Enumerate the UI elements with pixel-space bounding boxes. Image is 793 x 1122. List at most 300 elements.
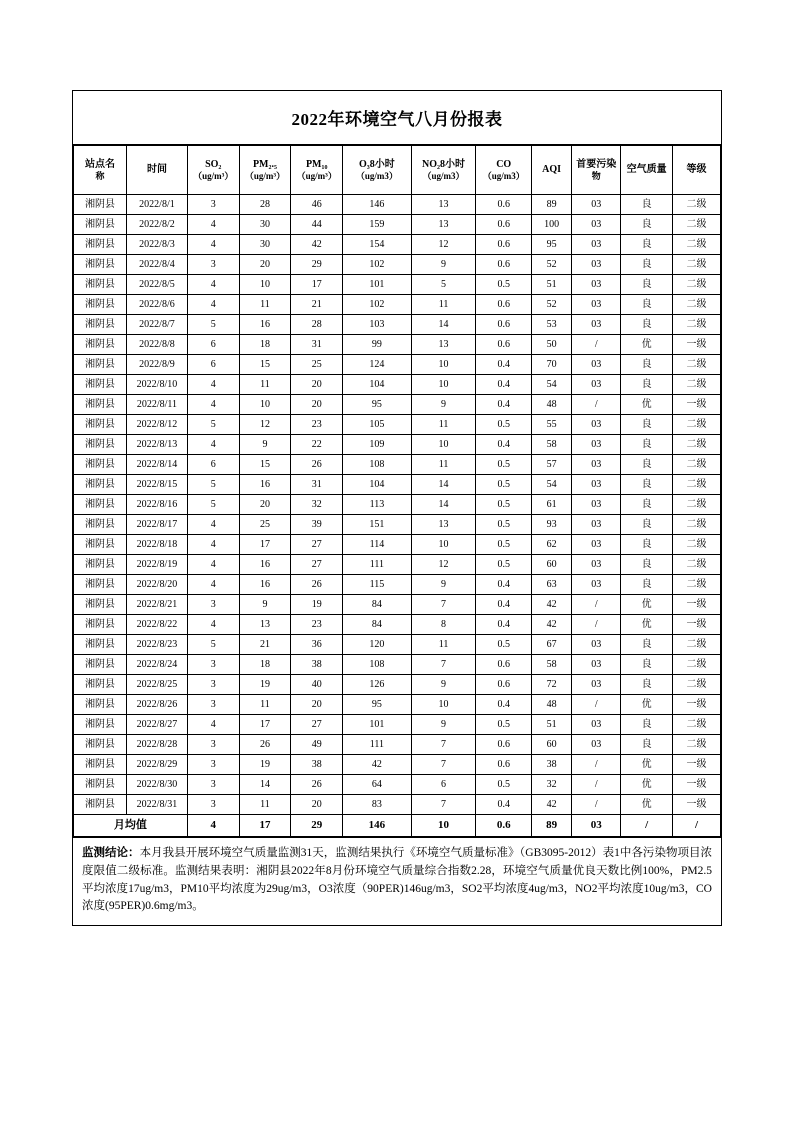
cell-o3: 84 (343, 595, 412, 615)
cell-co: 0.6 (476, 315, 532, 335)
cell-aqi: 42 (532, 595, 572, 615)
cell-no2: 12 (411, 235, 476, 255)
cell-o3: 103 (343, 315, 412, 335)
cell-no2: 10 (411, 355, 476, 375)
column-header-o3-main: O₃8小时 (359, 159, 395, 171)
cell-pm10: 20 (291, 795, 343, 815)
cell-air-quality: 良 (621, 675, 673, 695)
cell-co: 0.5 (476, 475, 532, 495)
cell-date: 2022/8/1 (127, 195, 188, 215)
cell-level: 一级 (673, 395, 721, 415)
cell-date: 2022/8/20 (127, 575, 188, 595)
cell-no2: 8 (411, 615, 476, 635)
cell-main-pollutant: 03 (572, 655, 621, 675)
cell-level: 二级 (673, 195, 721, 215)
cell-no2: 12 (411, 555, 476, 575)
column-header-date (127, 146, 188, 195)
cell-co: 0.4 (476, 355, 532, 375)
cell-so2: 3 (187, 595, 239, 615)
cell-date: 2022/8/29 (127, 755, 188, 775)
cell-level: 二级 (673, 515, 721, 535)
cell-no2: 9 (411, 395, 476, 415)
cell-date: 2022/8/3 (127, 235, 188, 255)
cell-aqi: 67 (532, 635, 572, 655)
column-header-site-sub: 称 (95, 170, 105, 181)
cell-level: 一级 (673, 775, 721, 795)
cell-main-pollutant: 03 (572, 415, 621, 435)
cell-main-pollutant: 03 (572, 255, 621, 275)
cell-o3: 154 (343, 235, 412, 255)
cell-pm10: 23 (291, 615, 343, 635)
cell-air-quality: 良 (621, 355, 673, 375)
cell-main-pollutant: 03 (572, 475, 621, 495)
column-header-site (74, 146, 127, 195)
cell-site: 湘阴县 (74, 615, 127, 635)
cell-pm10: 28 (291, 315, 343, 335)
cell-so2: 4 (187, 235, 239, 255)
cell-no2: 11 (411, 455, 476, 475)
table-row (74, 775, 721, 795)
cell-co: 0.5 (476, 455, 532, 475)
cell-o3: 105 (343, 415, 412, 435)
cell-date: 2022/8/16 (127, 495, 188, 515)
cell-site: 湘阴县 (74, 595, 127, 615)
cell-aqi: 55 (532, 415, 572, 435)
cell-o3: 95 (343, 695, 412, 715)
table-row (74, 275, 721, 295)
cell-date: 2022/8/27 (127, 715, 188, 735)
cell-pm10: 40 (291, 675, 343, 695)
table-row (74, 375, 721, 395)
cell-air-quality: 良 (621, 315, 673, 335)
table-row (74, 415, 721, 435)
cell-no2: 7 (411, 595, 476, 615)
cell-main-pollutant: / (572, 595, 621, 615)
cell-aqi: 51 (532, 275, 572, 295)
cell-average-air-quality: / (621, 815, 673, 837)
cell-aqi: 51 (532, 715, 572, 735)
cell-so2: 3 (187, 255, 239, 275)
cell-pm25: 10 (239, 395, 291, 415)
cell-site: 湘阴县 (74, 515, 127, 535)
cell-air-quality: 良 (621, 735, 673, 755)
cell-main-pollutant: 03 (572, 495, 621, 515)
cell-site: 湘阴县 (74, 675, 127, 695)
column-header-site-main: 站点名 (85, 159, 116, 171)
cell-average-main-pollutant: 03 (572, 815, 621, 837)
cell-so2: 4 (187, 435, 239, 455)
cell-air-quality: 良 (621, 255, 673, 275)
cell-date: 2022/8/23 (127, 635, 188, 655)
cell-so2: 3 (187, 695, 239, 715)
cell-site: 湘阴县 (74, 355, 127, 375)
cell-main-pollutant: 03 (572, 295, 621, 315)
cell-air-quality: 良 (621, 555, 673, 575)
column-header-so2 (187, 146, 239, 195)
cell-average-no2: 10 (411, 815, 476, 837)
cell-aqi: 52 (532, 295, 572, 315)
column-header-pm10-sub: （ug/m³） (296, 170, 337, 181)
cell-o3: 111 (343, 555, 412, 575)
cell-main-pollutant: 03 (572, 715, 621, 735)
cell-so2: 3 (187, 775, 239, 795)
cell-co: 0.5 (476, 495, 532, 515)
cell-aqi: 53 (532, 315, 572, 335)
cell-air-quality: 良 (621, 515, 673, 535)
cell-so2: 4 (187, 715, 239, 735)
column-header-no2-sub: （ug/m3） (422, 170, 465, 181)
table-row (74, 195, 721, 215)
cell-pm10: 22 (291, 435, 343, 455)
cell-no2: 9 (411, 255, 476, 275)
cell-date: 2022/8/24 (127, 655, 188, 675)
cell-site: 湘阴县 (74, 735, 127, 755)
cell-so2: 6 (187, 335, 239, 355)
table-row (74, 335, 721, 355)
cell-site: 湘阴县 (74, 275, 127, 295)
cell-no2: 11 (411, 635, 476, 655)
report-page (72, 90, 722, 926)
table-row (74, 475, 721, 495)
cell-date: 2022/8/21 (127, 595, 188, 615)
cell-pm25: 18 (239, 335, 291, 355)
cell-main-pollutant: 03 (572, 515, 621, 535)
cell-no2: 11 (411, 295, 476, 315)
cell-air-quality: 优 (621, 595, 673, 615)
cell-co: 0.6 (476, 735, 532, 755)
cell-so2: 3 (187, 795, 239, 815)
cell-date: 2022/8/2 (127, 215, 188, 235)
cell-so2: 4 (187, 555, 239, 575)
column-header-date-main: 时间 (146, 164, 167, 176)
cell-pm10: 39 (291, 515, 343, 535)
cell-air-quality: 优 (621, 335, 673, 355)
cell-co: 0.5 (476, 635, 532, 655)
cell-air-quality: 良 (621, 575, 673, 595)
column-header-pm10 (291, 146, 343, 195)
cell-aqi: 50 (532, 335, 572, 355)
cell-date: 2022/8/18 (127, 535, 188, 555)
cell-site: 湘阴县 (74, 575, 127, 595)
cell-pm25: 20 (239, 495, 291, 515)
cell-average-o3: 146 (343, 815, 412, 837)
conclusion-block (72, 837, 722, 926)
cell-co: 0.5 (476, 415, 532, 435)
cell-air-quality: 良 (621, 275, 673, 295)
cell-pm25: 10 (239, 275, 291, 295)
cell-date: 2022/8/28 (127, 735, 188, 755)
cell-so2: 3 (187, 655, 239, 675)
cell-date: 2022/8/30 (127, 775, 188, 795)
cell-main-pollutant: / (572, 775, 621, 795)
cell-co: 0.6 (476, 255, 532, 275)
cell-level: 一级 (673, 595, 721, 615)
cell-level: 二级 (673, 635, 721, 655)
cell-o3: 101 (343, 715, 412, 735)
cell-main-pollutant: 03 (572, 275, 621, 295)
cell-co: 0.4 (476, 595, 532, 615)
cell-date: 2022/8/13 (127, 435, 188, 455)
cell-average-so2: 4 (187, 815, 239, 837)
cell-o3: 109 (343, 435, 412, 455)
cell-so2: 4 (187, 575, 239, 595)
air-quality-table (73, 145, 721, 837)
cell-level: 一级 (673, 795, 721, 815)
cell-site: 湘阴县 (74, 695, 127, 715)
cell-aqi: 60 (532, 555, 572, 575)
cell-pm25: 11 (239, 695, 291, 715)
cell-air-quality: 良 (621, 415, 673, 435)
cell-main-pollutant: 03 (572, 315, 621, 335)
table-header (74, 146, 721, 195)
cell-o3: 124 (343, 355, 412, 375)
cell-so2: 5 (187, 475, 239, 495)
cell-o3: 104 (343, 375, 412, 395)
cell-so2: 4 (187, 375, 239, 395)
cell-no2: 7 (411, 755, 476, 775)
table-row (74, 595, 721, 615)
cell-pm25: 28 (239, 195, 291, 215)
column-header-main-pollutant (572, 146, 621, 195)
cell-site: 湘阴县 (74, 555, 127, 575)
cell-co: 0.6 (476, 335, 532, 355)
table-row (74, 395, 721, 415)
cell-pm25: 30 (239, 235, 291, 255)
cell-level: 二级 (673, 735, 721, 755)
table-row (74, 315, 721, 335)
cell-so2: 5 (187, 415, 239, 435)
cell-pm10: 20 (291, 695, 343, 715)
cell-site: 湘阴县 (74, 775, 127, 795)
cell-o3: 104 (343, 475, 412, 495)
cell-no2: 11 (411, 415, 476, 435)
cell-pm10: 20 (291, 375, 343, 395)
table-row (74, 675, 721, 695)
cell-pm25: 15 (239, 455, 291, 475)
cell-co: 0.6 (476, 235, 532, 255)
table-row (74, 575, 721, 595)
cell-air-quality: 良 (621, 495, 673, 515)
cell-co: 0.4 (476, 575, 532, 595)
cell-pm10: 25 (291, 355, 343, 375)
cell-main-pollutant: / (572, 795, 621, 815)
cell-so2: 6 (187, 455, 239, 475)
cell-so2: 4 (187, 395, 239, 415)
cell-co: 0.5 (476, 535, 532, 555)
cell-site: 湘阴县 (74, 795, 127, 815)
table-row (74, 495, 721, 515)
cell-average-co: 0.6 (476, 815, 532, 837)
cell-site: 湘阴县 (74, 215, 127, 235)
cell-co: 0.4 (476, 695, 532, 715)
cell-no2: 7 (411, 735, 476, 755)
report-frame (72, 90, 722, 837)
cell-no2: 10 (411, 375, 476, 395)
cell-pm10: 44 (291, 215, 343, 235)
cell-date: 2022/8/8 (127, 335, 188, 355)
cell-o3: 99 (343, 335, 412, 355)
cell-pm10: 38 (291, 655, 343, 675)
cell-air-quality: 良 (621, 215, 673, 235)
cell-o3: 115 (343, 575, 412, 595)
cell-aqi: 54 (532, 375, 572, 395)
cell-pm25: 16 (239, 315, 291, 335)
cell-site: 湘阴县 (74, 255, 127, 275)
column-header-o3 (343, 146, 412, 195)
cell-main-pollutant: 03 (572, 195, 621, 215)
cell-level: 二级 (673, 255, 721, 275)
cell-o3: 95 (343, 395, 412, 415)
cell-level: 二级 (673, 315, 721, 335)
cell-pm10: 19 (291, 595, 343, 615)
column-header-main-pollutant-sub: 物 (591, 170, 601, 181)
cell-pm25: 16 (239, 475, 291, 495)
cell-main-pollutant: 03 (572, 355, 621, 375)
cell-o3: 114 (343, 535, 412, 555)
cell-site: 湘阴县 (74, 655, 127, 675)
cell-aqi: 72 (532, 675, 572, 695)
cell-aqi: 42 (532, 615, 572, 635)
cell-pm10: 36 (291, 635, 343, 655)
cell-site: 湘阴县 (74, 315, 127, 335)
cell-so2: 4 (187, 615, 239, 635)
cell-co: 0.6 (476, 195, 532, 215)
table-row (74, 435, 721, 455)
cell-pm10: 26 (291, 775, 343, 795)
column-header-co-sub: （ug/m3） (482, 170, 525, 181)
cell-o3: 126 (343, 675, 412, 695)
table-row (74, 795, 721, 815)
cell-o3: 42 (343, 755, 412, 775)
cell-level: 二级 (673, 555, 721, 575)
cell-date: 2022/8/26 (127, 695, 188, 715)
cell-pm25: 30 (239, 215, 291, 235)
cell-air-quality: 良 (621, 475, 673, 495)
cell-main-pollutant: / (572, 335, 621, 355)
cell-pm10: 42 (291, 235, 343, 255)
cell-pm25: 20 (239, 255, 291, 275)
cell-date: 2022/8/22 (127, 615, 188, 635)
cell-o3: 151 (343, 515, 412, 535)
cell-no2: 14 (411, 315, 476, 335)
table-row (74, 255, 721, 275)
cell-date: 2022/8/11 (127, 395, 188, 415)
cell-pm10: 23 (291, 415, 343, 435)
cell-o3: 102 (343, 295, 412, 315)
column-header-no2 (411, 146, 476, 195)
cell-no2: 13 (411, 215, 476, 235)
cell-date: 2022/8/19 (127, 555, 188, 575)
cell-main-pollutant: 03 (572, 455, 621, 475)
cell-pm25: 13 (239, 615, 291, 635)
cell-pm25: 16 (239, 575, 291, 595)
cell-pm10: 32 (291, 495, 343, 515)
cell-site: 湘阴县 (74, 395, 127, 415)
cell-so2: 5 (187, 635, 239, 655)
cell-average-label: 月均值 (74, 815, 188, 837)
cell-main-pollutant: / (572, 695, 621, 715)
cell-site: 湘阴县 (74, 715, 127, 735)
conclusion-text: 本月我县开展环境空气质量监测31天，监测结果执行《环境空气质量标准》（GB3095-2012）表1中各污染物项目浓度限值二级标准。监测结果表明：湘阴县2022年8月份环境空气质量综合指数2.28，环境空气质量优良天数比例100%，PM2.5平均浓度17ug/m3，PM10平均浓度为29ug/m3，O3浓度（90PER)146ug/m3，SO2平均浓度4ug/m3，NO2平均浓度10ug/m3，CO浓度(95PER)0.6mg/m3。 (82, 847, 712, 913)
column-header-o3-sub: （ug/m3） (355, 170, 398, 181)
cell-date: 2022/8/10 (127, 375, 188, 395)
cell-average-aqi: 89 (532, 815, 572, 837)
cell-aqi: 58 (532, 435, 572, 455)
cell-air-quality: 优 (621, 795, 673, 815)
report-title-bar (73, 91, 721, 145)
cell-date: 2022/8/17 (127, 515, 188, 535)
table-row (74, 515, 721, 535)
conclusion-label: 监测结论： (82, 847, 140, 859)
cell-date: 2022/8/4 (127, 255, 188, 275)
cell-site: 湘阴县 (74, 375, 127, 395)
cell-no2: 9 (411, 575, 476, 595)
cell-level: 二级 (673, 655, 721, 675)
cell-pm10: 26 (291, 575, 343, 595)
cell-site: 湘阴县 (74, 475, 127, 495)
cell-level: 一级 (673, 695, 721, 715)
cell-main-pollutant: / (572, 755, 621, 775)
cell-site: 湘阴县 (74, 415, 127, 435)
cell-level: 二级 (673, 355, 721, 375)
cell-no2: 7 (411, 655, 476, 675)
cell-pm25: 11 (239, 295, 291, 315)
cell-co: 0.6 (476, 295, 532, 315)
cell-no2: 13 (411, 195, 476, 215)
cell-pm25: 21 (239, 635, 291, 655)
cell-main-pollutant: 03 (572, 535, 621, 555)
cell-air-quality: 优 (621, 395, 673, 415)
cell-air-quality: 良 (621, 715, 673, 735)
cell-level: 二级 (673, 575, 721, 595)
column-header-level (673, 146, 721, 195)
table-row (74, 715, 721, 735)
table-row (74, 695, 721, 715)
cell-level: 二级 (673, 495, 721, 515)
cell-date: 2022/8/6 (127, 295, 188, 315)
cell-site: 湘阴县 (74, 535, 127, 555)
table-row (74, 615, 721, 635)
cell-date: 2022/8/25 (127, 675, 188, 695)
cell-aqi: 32 (532, 775, 572, 795)
column-header-pm25-sub: （ug/m³） (244, 170, 286, 181)
cell-site: 湘阴县 (74, 635, 127, 655)
cell-so2: 4 (187, 515, 239, 535)
cell-level: 二级 (673, 295, 721, 315)
cell-o3: 113 (343, 495, 412, 515)
cell-o3: 159 (343, 215, 412, 235)
cell-co: 0.6 (476, 675, 532, 695)
cell-no2: 14 (411, 475, 476, 495)
column-header-level-main: 等级 (686, 164, 707, 176)
cell-level: 二级 (673, 455, 721, 475)
cell-date: 2022/8/5 (127, 275, 188, 295)
column-header-no2-main: NO₂8小时 (422, 159, 466, 171)
cell-main-pollutant: 03 (572, 375, 621, 395)
cell-air-quality: 良 (621, 535, 673, 555)
cell-pm10: 49 (291, 735, 343, 755)
cell-no2: 9 (411, 715, 476, 735)
cell-pm10: 17 (291, 275, 343, 295)
cell-pm25: 12 (239, 415, 291, 435)
cell-no2: 13 (411, 335, 476, 355)
cell-date: 2022/8/7 (127, 315, 188, 335)
cell-pm25: 11 (239, 795, 291, 815)
cell-aqi: 42 (532, 795, 572, 815)
cell-pm25: 11 (239, 375, 291, 395)
cell-no2: 5 (411, 275, 476, 295)
cell-no2: 10 (411, 695, 476, 715)
